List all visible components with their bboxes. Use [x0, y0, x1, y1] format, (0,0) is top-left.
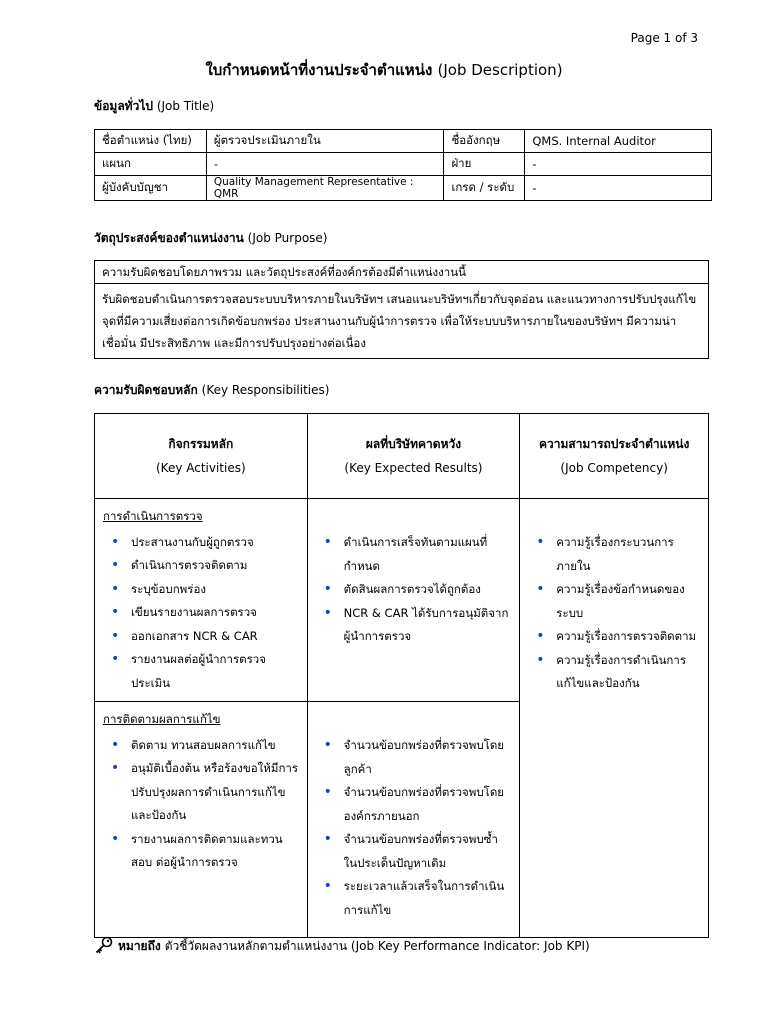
- cell-label: ชื่อตำแหน่ง (ไทย): [95, 130, 207, 153]
- results-cell: [307, 499, 520, 702]
- table-row: [95, 261, 709, 284]
- activities-list: [103, 734, 299, 875]
- column-header-thai: กิจกรรมหลัก: [168, 437, 234, 451]
- purpose-line: รับผิดชอบดำเนินการตรวจสอบระบบบริหารภายในบริษัทฯ เสนอแนะบริษัทฯเกี่ยวกับจุดอ่อน และแนวทางการปรับปรุงแก้ไข: [102, 292, 697, 306]
- title-english: (Job Description): [437, 61, 563, 79]
- results-list: [316, 531, 512, 649]
- list-item: • รายงานผลต่อผู้นำการตรวจประเมิน: [131, 648, 299, 695]
- cell-value: QMS. Internal Auditor: [525, 130, 712, 153]
- group-title: การดำเนินการตรวจ: [103, 509, 203, 523]
- competency-cell: [520, 499, 709, 938]
- list-item: • ดำเนินการตรวจติดตาม: [131, 554, 299, 578]
- table-row: [95, 284, 709, 359]
- table-row: [95, 176, 712, 201]
- kpi-label: หมายถึง: [118, 939, 161, 953]
- responsibilities-heading-en: (Key Responsibilities): [201, 383, 330, 397]
- table-row: [95, 130, 712, 153]
- list-item: • จำนวนข้อบกพร่องที่ตรวจพบโดยองค์กรภายนอก: [344, 781, 512, 828]
- column-header-competency: [520, 414, 709, 499]
- document-title: [0, 58, 768, 82]
- column-header-en: (Key Activities): [155, 461, 246, 475]
- list-item: • ความรู้เรื่องการตรวจติดตาม: [556, 625, 700, 649]
- list-item: • ระยะเวลาแล้วเสร็จในการดำเนินการแก้ไข: [344, 875, 512, 922]
- activities-cell: [95, 499, 308, 702]
- list-item: • ระบุข้อบกพร่อง: [131, 578, 299, 602]
- purpose-heading-thai: วัตถุประสงค์ของตำแหน่งงาน: [94, 231, 244, 245]
- general-heading-thai: ข้อมูลทั่วไป: [94, 99, 153, 113]
- cell-label: ผู้บังคับบัญชา: [95, 176, 207, 201]
- activities-cell: [95, 702, 308, 938]
- list-item: • ตัดสินผลการตรวจได้ถูกต้อง: [344, 578, 512, 602]
- title-thai: ใบกำหนดหน้าที่งานประจำตำแหน่ง: [205, 61, 433, 79]
- table-row: [95, 499, 709, 702]
- purpose-intro: ความรับผิดชอบโดยภาพรวม และวัตถุประสงค์ที่องค์กรต้องมีตำแหน่งงานนี้: [95, 261, 709, 284]
- group-title: การติดตามผลการแก้ไข: [103, 712, 221, 726]
- list-item: • ออกเอกสาร NCR & CAR: [131, 625, 299, 649]
- general-heading: [94, 97, 214, 116]
- key-icon: [94, 935, 114, 958]
- table-row: [95, 153, 712, 176]
- cell-value: -: [525, 176, 712, 201]
- column-header-activities: [95, 414, 308, 499]
- list-item: • ความรู้เรื่องการดำเนินการแก้ไขและป้องกัน: [556, 649, 700, 696]
- purpose-body: [95, 284, 709, 359]
- cell-value: -: [206, 153, 444, 176]
- purpose-heading-en: (Job Purpose): [247, 231, 328, 245]
- responsibilities-heading-thai: ความรับผิดชอบหลัก: [94, 383, 198, 397]
- purpose-table: [94, 260, 709, 359]
- column-header-en: (Job Competency): [560, 461, 668, 475]
- general-info-table: [94, 129, 712, 201]
- list-item: • ความรู้เรื่องข้อกำหนดของระบบ: [556, 578, 700, 625]
- general-heading-en: (Job Title): [156, 99, 215, 113]
- responsibilities-heading: [94, 381, 329, 400]
- list-item: • ประสานงานกับผู้ถูกตรวจ: [131, 531, 299, 555]
- cell-label: ชื่ออังกฤษ: [444, 130, 525, 153]
- list-item: • จำนวนข้อบกพร่องที่ตรวจพบซ้ำในประเด็นปัญหาเดิม: [344, 828, 512, 875]
- kpi-text: ตัวชี้วัดผลงานหลักตามตำแหน่งงาน (Job Key Performance Indicator: Job KPI): [164, 939, 590, 953]
- list-item: • อนุมัติเบื้องต้น หรือร้องขอให้มีการปรับปรุงผลการดำเนินการแก้ไขและป้องกัน: [131, 757, 299, 828]
- purpose-line: จุดที่มีความเสี่ยงต่อการเกิดข้อบกพร่อง ประสานงานกับผู้นำการตรวจ เพื่อให้ระบบบริหารภายในของบริษัทฯ มีความน่า: [102, 314, 677, 328]
- results-cell: [307, 702, 520, 938]
- table-header-row: [95, 414, 709, 499]
- results-list: [316, 734, 512, 922]
- cell-value: -: [525, 153, 712, 176]
- list-item: • ความรู้เรื่องกระบวนการภายใน: [556, 531, 700, 578]
- page-number: Page 1 of 3: [630, 31, 698, 45]
- list-item: • ดำเนินการเสร็จทันตามแผนที่กำหนด: [344, 531, 512, 578]
- responsibilities-table: [94, 413, 709, 938]
- column-header-thai: ผลที่บริษัทคาดหวัง: [365, 437, 462, 451]
- cell-label: แผนก: [95, 153, 207, 176]
- cell-value: Quality Management Representative : QMR: [206, 176, 444, 201]
- list-item: • จำนวนข้อบกพร่องที่ตรวจพบโดยลูกค้า: [344, 734, 512, 781]
- kpi-note: [94, 935, 590, 958]
- cell-label: เกรด / ระดับ: [444, 176, 525, 201]
- competency-list: [528, 531, 700, 696]
- purpose-heading: [94, 229, 328, 248]
- activities-list: [103, 531, 299, 696]
- list-item: • รายงานผลการติดตามและทวนสอบ ต่อผู้นำการตรวจ: [131, 828, 299, 875]
- column-header-thai: ความสามารถประจำตำแหน่ง: [538, 437, 690, 451]
- purpose-line: เชื่อมั่น มีประสิทธิภาพ และมีการปรับปรุงอย่างต่อเนื่อง: [102, 336, 366, 350]
- column-header-results: [307, 414, 520, 499]
- column-header-en: (Key Expected Results): [344, 461, 483, 475]
- cell-label: ฝ่าย: [444, 153, 525, 176]
- list-item: • เขียนรายงานผลการตรวจ: [131, 601, 299, 625]
- list-item: • NCR & CAR ได้รับการอนุมัติจากผู้นำการตรวจ: [344, 602, 512, 649]
- cell-value: ผู้ตรวจประเมินภายใน: [206, 130, 444, 153]
- list-item: • ติดตาม ทวนสอบผลการแก้ไข: [131, 734, 299, 758]
